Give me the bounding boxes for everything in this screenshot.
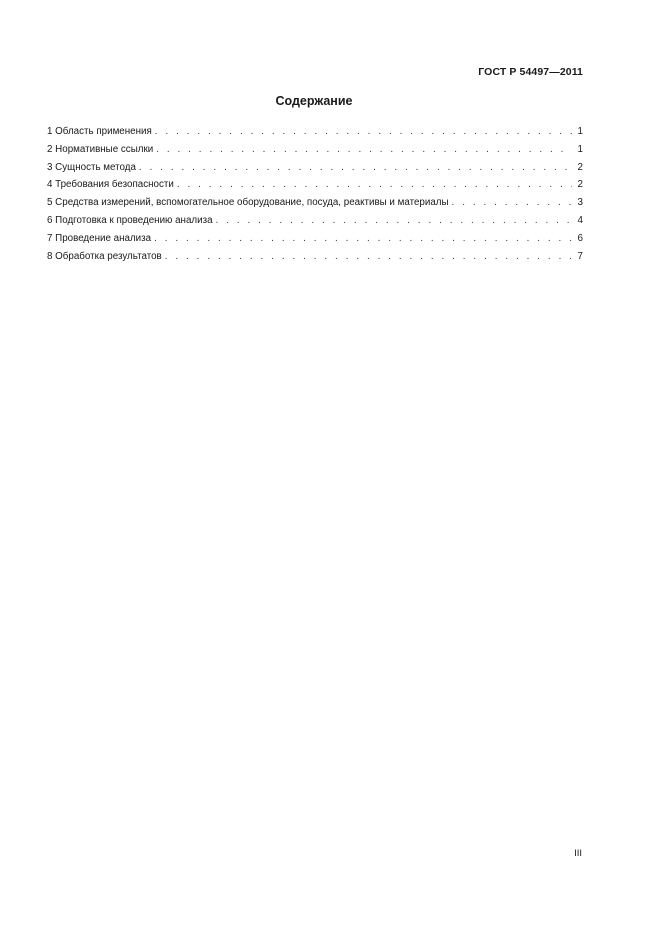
toc-item[interactable] xyxy=(47,159,583,177)
toc-item-label: 2 Нормативные ссылки xyxy=(47,143,154,155)
toc-item-label: 8 Обработка результатов xyxy=(47,250,162,262)
toc-leader-dots xyxy=(156,141,572,159)
toc-item-page: 2 xyxy=(577,179,583,191)
toc-item-label: 3 Сущность метода xyxy=(47,161,136,173)
toc-item[interactable] xyxy=(47,194,583,212)
toc-leader-dots xyxy=(216,212,572,230)
toc-item-label: 1 Область применения xyxy=(47,126,152,137)
toc-leader-dots xyxy=(165,248,572,266)
toc-item-label: 4 Требования безопасности xyxy=(47,179,174,191)
toc-leader-dots xyxy=(154,230,572,248)
toc-item[interactable] xyxy=(47,212,583,230)
table-of-contents xyxy=(47,123,583,265)
toc-item[interactable] xyxy=(47,123,583,141)
toc-leader-dots xyxy=(177,176,572,194)
page-number: III xyxy=(574,848,582,859)
toc-item-page: 3 xyxy=(577,197,583,209)
toc-leader-dots xyxy=(452,194,572,212)
toc-leader-dots xyxy=(139,159,572,177)
toc-item-page: 6 xyxy=(577,232,583,244)
toc-item[interactable] xyxy=(47,248,583,266)
toc-item-label: 7 Проведение анализа xyxy=(47,232,152,244)
toc-item[interactable] xyxy=(47,176,583,194)
toc-item-page: 1 xyxy=(577,126,583,137)
toc-item[interactable] xyxy=(47,230,583,248)
toc-item-page: 2 xyxy=(577,161,583,173)
toc-leader-dots xyxy=(155,123,572,141)
document-code: ГОСТ Р 54497—2011 xyxy=(478,66,583,78)
toc-item-page: 1 xyxy=(577,143,583,155)
toc-item[interactable] xyxy=(47,141,583,159)
toc-title: Содержание xyxy=(275,94,353,108)
toc-item-label: 6 Подготовка к проведению анализа xyxy=(47,214,213,226)
toc-item-page: 4 xyxy=(577,214,583,226)
toc-item-page: 7 xyxy=(577,250,583,262)
toc-item-label: 5 Средства измерений, вспомогательное оборудование, посуда, реактивы и материалы xyxy=(47,197,449,209)
